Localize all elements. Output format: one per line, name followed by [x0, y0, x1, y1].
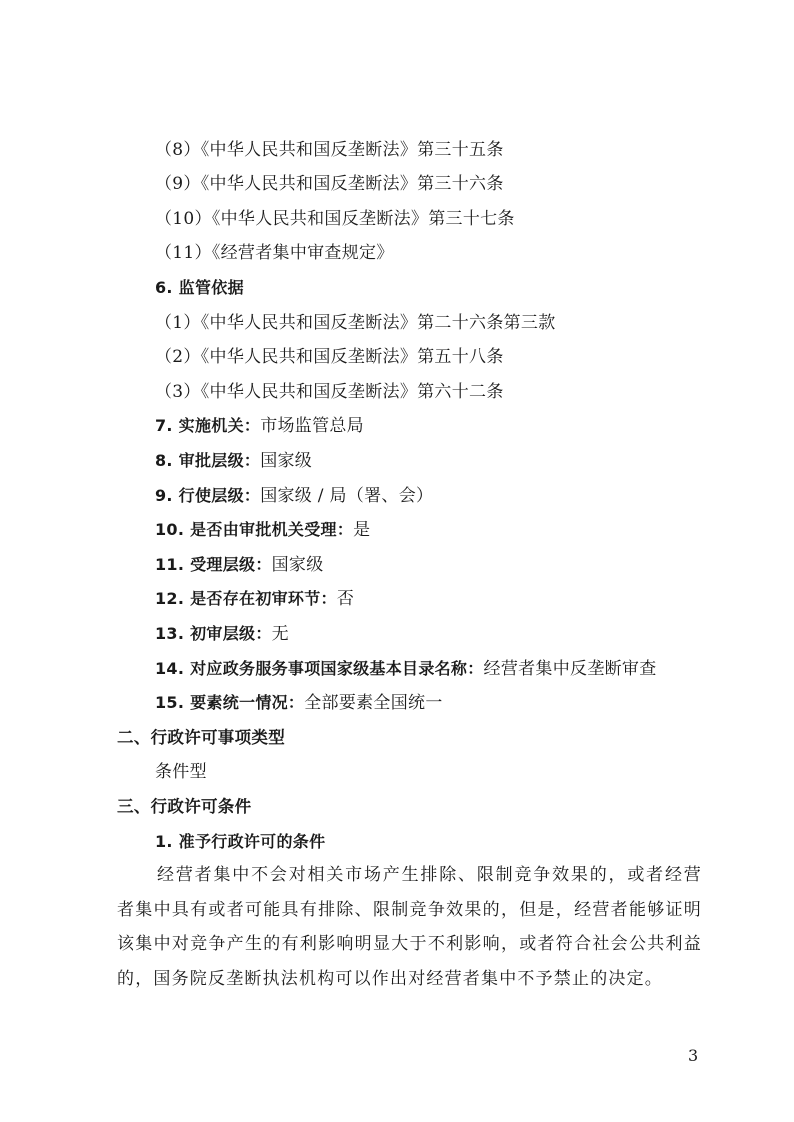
field-accepted-by-approver: [155, 519, 370, 541]
field-label: 13. 初审层级：: [155, 624, 272, 643]
field-approval-level: [155, 450, 312, 472]
field-value: 国家级: [271, 555, 324, 575]
field-preliminary-level: [155, 623, 289, 645]
field-value: 国家级 / 局（署、会）: [260, 486, 434, 506]
field-preliminary-review: [155, 588, 354, 610]
heading-supervision-basis: 6. 监管依据: [155, 278, 244, 297]
field-value: 国家级: [260, 451, 313, 471]
field-label: 10. 是否由审批机关受理：: [155, 520, 354, 539]
field-value: 经营者集中反垄断审查: [483, 659, 657, 679]
field-exercise-level: [155, 485, 433, 507]
section-2-body: 条件型: [155, 762, 207, 782]
law-item-9: （9）《中华人民共和国反垄断法》第三十六条: [155, 174, 504, 194]
section-3-subheading: 1. 准予行政许可的条件: [155, 832, 326, 851]
field-implementing-agency: [155, 415, 364, 437]
field-value: 全部要素全国统一: [304, 693, 443, 713]
law-item-10: （10）《中华人民共和国反垄断法》第三十七条: [155, 209, 515, 229]
field-uniformity: [155, 692, 443, 714]
page-number: 3: [688, 1046, 699, 1065]
section-3-title: 三、行政许可条件: [117, 797, 252, 816]
field-label: 14. 对应政务服务事项国家级基本目录名称：: [155, 659, 484, 678]
section-2-title: 二、行政许可事项类型: [117, 728, 285, 747]
field-label: 11. 受理层级：: [155, 555, 272, 574]
field-value: 否: [336, 589, 355, 609]
field-value: 市场监管总局: [260, 416, 364, 436]
conditions-paragraph: 经营者集中不会对相关市场产生排除、限制竞争效果的，或者经营者集中具有或者可能具有排除、限制竞争效果的，但是，经营者能够证明该集中对竞争产生的有利影响明显大于不利影响，或者符合社会公共利益的，国务院反垄断执法机构可以作出对经营者集中不予禁止的决定。: [117, 865, 702, 989]
supervision-item-1: （1）《中华人民共和国反垄断法》第二十六条第三款: [155, 313, 556, 333]
field-label: 8. 审批层级：: [155, 451, 261, 470]
field-value: 是: [353, 520, 371, 540]
field-label: 15. 要素统一情况：: [155, 693, 305, 712]
supervision-item-2: （2）《中华人民共和国反垄断法》第五十八条: [155, 347, 504, 367]
law-item-8: （8）《中华人民共和国反垄断法》第三十五条: [155, 140, 504, 160]
field-value: 无: [271, 624, 289, 644]
field-catalog-name: [155, 658, 657, 680]
law-item-11: （11）《经营者集中审查规定》: [155, 243, 394, 263]
field-label: 7. 实施机关：: [155, 416, 261, 435]
field-label: 9. 行使层级：: [155, 486, 261, 505]
supervision-item-3: （3）《中华人民共和国反垄断法》第六十二条: [155, 382, 504, 402]
field-acceptance-level: [155, 554, 324, 576]
field-label: 12. 是否存在初审环节：: [155, 589, 337, 608]
